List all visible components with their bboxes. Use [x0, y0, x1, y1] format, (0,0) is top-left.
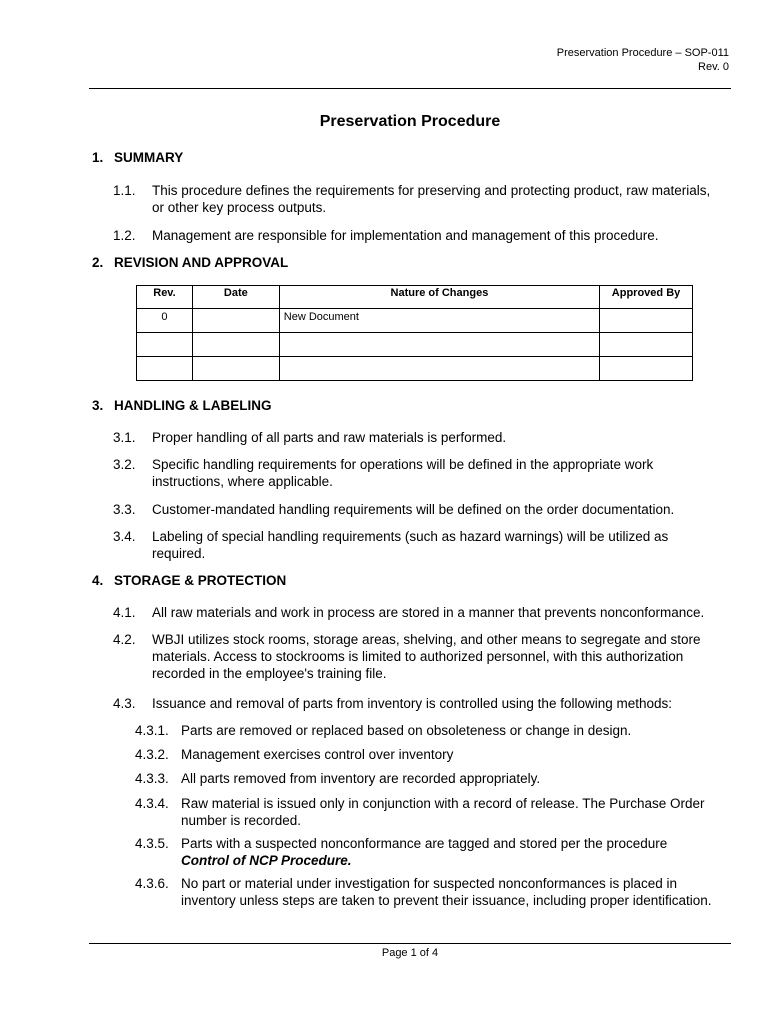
item-text-line: required.: [152, 546, 206, 561]
item-text-line: Parts with a suspected nonconformance are tagged and stored per the procedure: [181, 836, 668, 851]
item-number: 4.3.: [113, 696, 136, 711]
table-header-row: [137, 286, 693, 309]
item-number: 3.1.: [113, 430, 136, 445]
table-cell: [279, 333, 599, 357]
item-text-line: Management exercises control over inventory: [181, 747, 454, 762]
section-title: REVISION AND APPROVAL: [114, 255, 289, 270]
item-number: 1.2.: [113, 228, 136, 243]
item-text: [181, 746, 733, 763]
item-text: [181, 795, 733, 829]
item-number: 4.3.2.: [135, 747, 169, 762]
column-header-rev: Rev.: [137, 286, 193, 309]
header-rule: [89, 88, 731, 89]
item-number: 4.3.4.: [135, 796, 169, 811]
item-number: 4.3.1.: [135, 723, 169, 738]
table-cell: [600, 357, 693, 381]
item-number: 4.2.: [113, 632, 136, 647]
item-number: 4.3.3.: [135, 771, 169, 786]
document-header: [557, 46, 729, 74]
item-text: [152, 695, 732, 712]
section-title: STORAGE & PROTECTION: [114, 573, 287, 588]
table-cell: [192, 309, 279, 333]
footer-rule: [89, 943, 731, 944]
section-heading-handling: [92, 398, 272, 413]
item-number: 3.3.: [113, 502, 136, 517]
table-cell: [600, 309, 693, 333]
item-text: [152, 227, 732, 244]
item-text: [152, 182, 732, 216]
section-number: 4.: [92, 573, 104, 588]
table-cell: [137, 333, 193, 357]
procedure-reference: Control of NCP Procedure.: [181, 853, 352, 868]
item-text-line: Raw material is issued only in conjunction with a record of release. The Purchase Order: [181, 796, 705, 811]
page-title: Preservation Procedure: [319, 113, 501, 130]
item-text-line: All raw materials and work in process are stored in a manner that prevents nonconformance.: [152, 605, 705, 620]
item-text-line: instructions, where applicable.: [152, 474, 333, 489]
item-text: [152, 604, 732, 621]
item-number: 1.1.: [113, 183, 136, 198]
item-text-line: inventory unless steps are taken to prevent their issuance, including proper identification.: [181, 893, 712, 908]
item-text-line: Management are responsible for implementation and management of this procedure.: [152, 228, 659, 243]
item-number: 4.3.6.: [135, 876, 169, 891]
item-text-line: Specific handling requirements for operations will be defined in the appropriate work: [152, 457, 654, 472]
table-row: [137, 333, 693, 357]
item-text-line: Proper handling of all parts and raw materials is performed.: [152, 430, 507, 445]
item-text-line: Customer-mandated handling requirements will be defined on the order documentation.: [152, 502, 675, 517]
section-heading-summary: [92, 150, 183, 165]
item-text: [181, 722, 733, 739]
item-text-line: recorded in the employee's training file.: [152, 666, 387, 681]
table-cell: [192, 333, 279, 357]
table-cell: [279, 357, 599, 381]
section-number: 2.: [92, 255, 104, 270]
item-text: [181, 835, 733, 869]
section-heading-revision: [92, 255, 288, 270]
item-text: [152, 501, 732, 518]
table-row: [137, 309, 693, 333]
section-number: 3.: [92, 398, 104, 413]
table-cell: New Document: [279, 309, 599, 333]
item-text: [181, 770, 733, 787]
item-number: 3.2.: [113, 457, 136, 472]
table-row: [137, 357, 693, 381]
item-text-line: This procedure defines the requirements for preserving and protecting product, raw materials,: [152, 183, 711, 198]
item-text-line: materials. Access to stockrooms is limited to authorized personnel, with this authorization: [152, 649, 684, 664]
section-title: HANDLING & LABELING: [114, 398, 272, 413]
item-text-line: No part or material under investigation for suspected nonconformances is placed in: [181, 876, 678, 891]
item-text-line: All parts removed from inventory are recorded appropriately.: [181, 771, 541, 786]
item-number: 4.1.: [113, 605, 136, 620]
item-text-line: WBJI utilizes stock rooms, storage areas, shelving, and other means to segregate and store: [152, 632, 701, 647]
item-number: 3.4.: [113, 529, 136, 544]
column-header-approved-by: Approved By: [600, 286, 693, 309]
page-number: Page 1 of 4: [381, 947, 439, 959]
table-cell: [192, 357, 279, 381]
item-text-line: Labeling of special handling requirements (such as hazard warnings) will be utilized as: [152, 529, 669, 544]
document-reference: Preservation Procedure – SOP-011: [556, 47, 729, 59]
item-text-line: Issuance and removal of parts from inventory is controlled using the following methods:: [152, 696, 673, 711]
table-cell: [137, 357, 193, 381]
item-number: 4.3.5.: [135, 836, 169, 851]
item-text: [152, 528, 732, 562]
section-number: 1.: [92, 150, 104, 165]
item-text-line: number is recorded.: [181, 813, 302, 828]
item-text-line: or other key process outputs.: [152, 200, 327, 215]
section-heading-storage: [92, 573, 286, 588]
revision-table: [136, 285, 693, 381]
column-header-date: Date: [192, 286, 279, 309]
table-cell: [600, 333, 693, 357]
item-text: [152, 456, 732, 490]
item-text: [152, 631, 732, 682]
item-text: [152, 429, 732, 446]
column-header-nature-of-changes: Nature of Changes: [279, 286, 599, 309]
item-text-line: Parts are removed or replaced based on obsoleteness or change in design.: [181, 723, 632, 738]
table-cell: 0: [137, 309, 193, 333]
document-revision: Rev. 0: [698, 61, 729, 73]
section-title: SUMMARY: [114, 150, 184, 165]
item-text: [181, 875, 733, 909]
